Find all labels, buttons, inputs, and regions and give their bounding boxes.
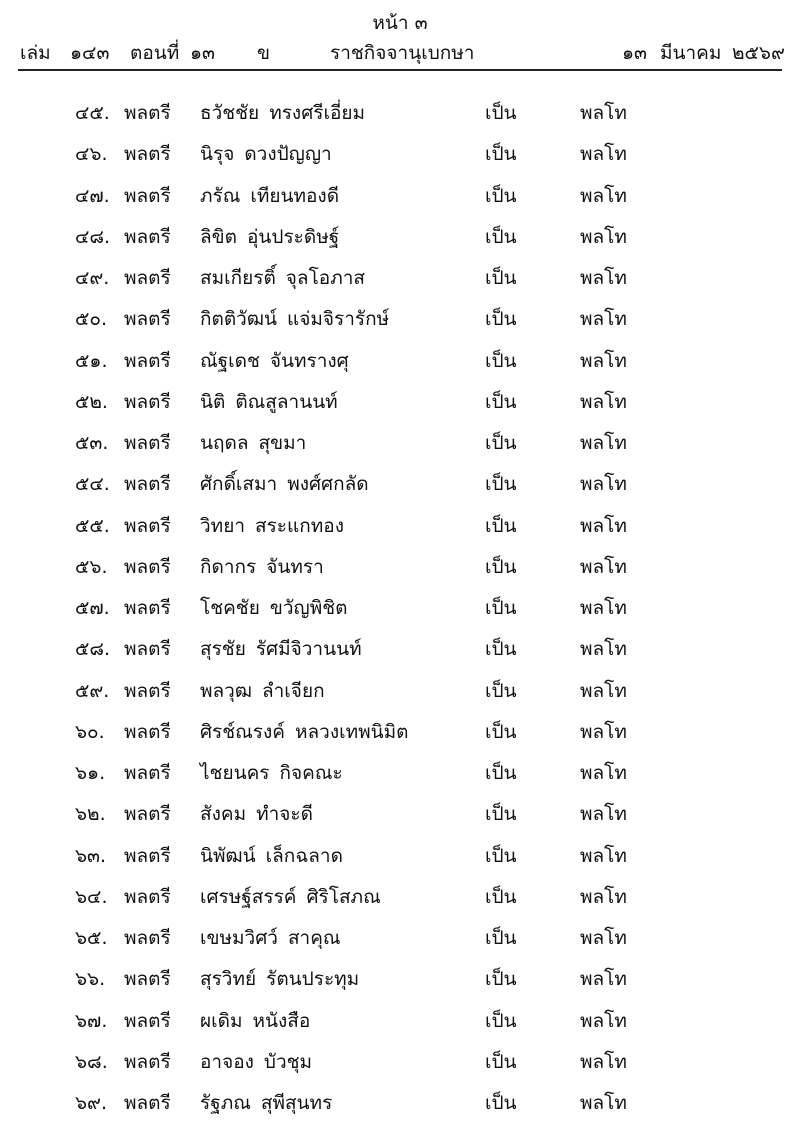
list-item [0, 509, 800, 550]
entry-first-name: เขษมวิศว์ [200, 927, 278, 949]
entry-last-name: กิจคณะ [279, 762, 343, 784]
entry-verb: เป็น [485, 762, 517, 784]
entry-first-name: รัฐภณ [200, 1092, 251, 1114]
entry-number: ๕๘. [75, 638, 111, 661]
entry-verb: เป็น [485, 349, 517, 372]
entry-new-rank: พลโท [580, 349, 627, 372]
entry-first-name: โชคชัย [200, 597, 260, 619]
entry-number: ๔๘. [75, 225, 111, 248]
entry-number: ๕๗. [75, 597, 110, 619]
list-item [0, 179, 800, 220]
entry-last-name: จันทรา [266, 555, 324, 578]
entry-new-rank: พลโท [580, 102, 627, 124]
entry-number: ๕๒. [75, 390, 108, 413]
header-divider [18, 69, 782, 71]
entry-number: ๔๙. [75, 267, 110, 289]
entry-last-name: รัศมีจิวานนท์ [255, 638, 362, 661]
entry-current-rank: พลตรี [124, 1050, 171, 1073]
entry-new-rank: พลโท [580, 762, 627, 784]
list-item [0, 839, 800, 880]
entry-number: ๕๑. [75, 349, 108, 372]
entry-verb: เป็น [485, 184, 517, 207]
entry-name [200, 923, 341, 953]
list-item [0, 261, 800, 302]
entry-name [200, 181, 339, 211]
entry-new-rank: พลโท [580, 885, 627, 908]
entry-first-name: นฤดล [200, 432, 249, 454]
entry-last-name: เล็กฉลาด [265, 844, 343, 867]
entry-last-name: ทรงศรีเอี่ยม [269, 102, 366, 124]
entry-name [200, 758, 343, 788]
entry-first-name: นิพัฒน์ [200, 844, 256, 867]
entry-number: ๕๓. [75, 432, 109, 454]
entry-first-name: วิทยา [200, 514, 245, 537]
entry-name [200, 634, 362, 664]
entry-first-name: นิติ [200, 390, 226, 413]
date-month: มีนาคม [660, 42, 722, 64]
entry-last-name: อุ่นประดิษฐ์ [246, 225, 340, 248]
entry-first-name: ผเดิม [200, 1009, 243, 1032]
entry-current-rank: พลตรี [124, 679, 171, 702]
entry-current-rank: พลตรี [124, 267, 171, 289]
entry-current-rank: พลตรี [124, 225, 171, 248]
entry-new-rank: พลโท [580, 225, 627, 248]
entry-last-name: รัตนประทุม [266, 968, 360, 991]
entry-first-name: ณัฐเดช [200, 349, 260, 372]
entry-verb: เป็น [485, 102, 517, 124]
entry-new-rank: พลโท [580, 720, 627, 743]
entry-first-name: สุรชัย [200, 638, 246, 661]
list-item [0, 385, 800, 426]
entry-new-rank: พลโท [580, 803, 627, 826]
entry-verb: เป็น [485, 968, 517, 991]
entry-verb: เป็น [485, 885, 517, 908]
entry-current-rank: พลตรี [124, 885, 171, 908]
entry-verb: เป็น [485, 720, 517, 743]
entry-first-name: สมเกียรติ์ [200, 267, 276, 289]
entry-first-name: กิตติวัฒน์ [200, 308, 278, 331]
list-item [0, 1004, 800, 1045]
entry-current-rank: พลตรี [124, 432, 171, 454]
entry-name [200, 964, 359, 994]
entry-new-rank: พลโท [580, 1092, 627, 1114]
section-letter: ข [257, 42, 270, 64]
entry-last-name: ทำจะดี [256, 803, 313, 826]
entry-first-name: พลวุฒ [200, 679, 252, 702]
entry-verb: เป็น [485, 1009, 517, 1032]
entry-name [200, 469, 369, 499]
entry-name [200, 263, 365, 293]
entry-last-name: สระแกทอง [255, 514, 344, 537]
entry-new-rank: พลโท [580, 597, 627, 619]
entry-verb: เป็น [485, 390, 517, 413]
entry-name [200, 882, 381, 912]
entry-verb: เป็น [485, 432, 517, 454]
entry-number: ๔๕. [75, 102, 110, 124]
entry-number: ๕๕. [75, 514, 110, 537]
list-item [0, 962, 800, 1003]
entry-current-rank: พลตรี [124, 349, 171, 372]
entry-verb: เป็น [485, 514, 517, 537]
entry-name [200, 346, 349, 376]
entry-first-name: ธวัชชัย [200, 102, 260, 124]
entry-number: ๖๘. [75, 1050, 108, 1073]
entry-number: ๔๖. [75, 143, 108, 166]
entry-new-rank: พลโท [580, 679, 627, 702]
entry-number: ๔๗. [75, 184, 110, 207]
entry-first-name: ภรัณ [200, 184, 241, 207]
entry-number: ๕๙. [75, 679, 110, 702]
entry-current-rank: พลตรี [124, 143, 171, 166]
entry-current-rank: พลตรี [124, 473, 171, 496]
entry-name [200, 1088, 332, 1118]
entry-new-rank: พลโท [580, 432, 627, 454]
entry-number: ๖๗. [75, 1009, 108, 1032]
entry-verb: เป็น [485, 225, 517, 248]
entry-name [200, 676, 325, 706]
page-number: หน้า ๓ [372, 12, 428, 34]
list-item [0, 137, 800, 178]
entry-first-name: กิดากร [200, 555, 257, 578]
list-item [0, 344, 800, 385]
entry-verb: เป็น [485, 473, 517, 496]
entry-first-name: สุรวิทย์ [200, 968, 257, 991]
entry-verb: เป็น [485, 679, 517, 702]
list-item [0, 467, 800, 508]
entry-number: ๕๐. [75, 308, 108, 331]
entry-name [200, 841, 343, 871]
entry-current-rank: พลตรี [124, 102, 171, 124]
entry-number: ๖๖. [75, 968, 106, 991]
entry-new-rank: พลโท [580, 555, 627, 578]
entry-last-name: ขวัญพิชิต [269, 597, 348, 619]
entry-number: ๖๙. [75, 1092, 108, 1114]
entry-last-name: ศิริโสภณ [306, 885, 381, 908]
promotion-list [0, 96, 800, 1127]
entry-verb: เป็น [485, 1092, 517, 1114]
volume-number: ๑๔๓ [70, 42, 110, 64]
entry-verb: เป็น [485, 638, 517, 661]
entry-new-rank: พลโท [580, 308, 627, 331]
entry-last-name: หนังสือ [252, 1009, 311, 1032]
entry-current-rank: พลตรี [124, 597, 171, 619]
list-item [0, 921, 800, 962]
list-item [0, 302, 800, 343]
entry-verb: เป็น [485, 308, 517, 331]
entry-first-name: ศักดิ์เสมา [200, 473, 278, 496]
entry-first-name: ไชยนคร [200, 762, 270, 784]
entry-new-rank: พลโท [580, 473, 627, 496]
entry-name [200, 98, 365, 128]
entry-last-name: สาคุณ [287, 927, 341, 949]
list-item [0, 426, 800, 467]
entry-new-rank: พลโท [580, 514, 627, 537]
entry-new-rank: พลโท [580, 143, 627, 166]
entry-number: ๖๐. [75, 720, 105, 743]
entry-new-rank: พลโท [580, 1009, 627, 1032]
list-item [0, 96, 800, 137]
entry-last-name: หลวงเทพนิมิต [294, 720, 409, 743]
entry-number: ๕๔. [75, 473, 110, 496]
entry-first-name: นิรุจ [200, 143, 235, 166]
entry-current-rank: พลตรี [124, 720, 171, 743]
entry-name [200, 1047, 312, 1077]
section-number: ๑๓ [190, 42, 216, 64]
entry-name [200, 1006, 310, 1036]
entry-current-rank: พลตรี [124, 968, 171, 991]
list-item [0, 591, 800, 632]
entry-name [200, 387, 338, 417]
entry-verb: เป็น [485, 555, 517, 578]
entry-current-rank: พลตรี [124, 844, 171, 867]
list-item [0, 674, 800, 715]
entry-verb: เป็น [485, 597, 517, 619]
entry-name [200, 593, 347, 623]
list-item [0, 880, 800, 921]
entry-number: ๖๔. [75, 885, 108, 908]
entry-last-name: สุพีสุนทร [260, 1092, 333, 1114]
entry-current-rank: พลตรี [124, 638, 171, 661]
entry-current-rank: พลตรี [124, 1092, 171, 1114]
list-item [0, 220, 800, 261]
entry-new-rank: พลโท [580, 968, 627, 991]
entry-name [200, 304, 389, 334]
entry-last-name: ลำเจียก [262, 679, 325, 702]
section-label: ตอนที่ [130, 42, 180, 64]
entry-verb: เป็น [485, 1050, 517, 1073]
entry-number: ๕๖. [75, 555, 108, 578]
entry-current-rank: พลตรี [124, 803, 171, 826]
entry-current-rank: พลตรี [124, 762, 171, 784]
list-item [0, 756, 800, 797]
entry-last-name: จุลโอภาส [285, 267, 365, 289]
entry-last-name: พงศ์ศกลัด [287, 473, 369, 496]
entry-current-rank: พลตรี [124, 184, 171, 207]
entry-name [200, 139, 332, 169]
entry-current-rank: พลตรี [124, 308, 171, 331]
entry-name [200, 222, 339, 252]
entry-verb: เป็น [485, 844, 517, 867]
list-item [0, 1045, 800, 1086]
volume-label: เล่ม [20, 42, 51, 64]
entry-current-rank: พลตรี [124, 555, 171, 578]
entry-new-rank: พลโท [580, 844, 627, 867]
entry-current-rank: พลตรี [124, 927, 171, 949]
list-item [0, 797, 800, 838]
list-item [0, 632, 800, 673]
entry-new-rank: พลโท [580, 390, 627, 413]
document-header [20, 38, 785, 66]
entry-name [200, 552, 324, 582]
list-item [0, 550, 800, 591]
entry-current-rank: พลตรี [124, 1009, 171, 1032]
entry-last-name: เทียนทองดี [250, 184, 340, 207]
entry-number: ๖๓. [75, 844, 107, 867]
entry-new-rank: พลโท [580, 267, 627, 289]
entry-last-name: ติณสูลานนท์ [235, 390, 338, 413]
entry-name [200, 799, 313, 829]
entry-last-name: จันทรางศุ [269, 349, 349, 372]
entry-first-name: อาจอง [200, 1050, 254, 1073]
entry-last-name: ดวงปัญญา [244, 143, 332, 166]
entry-name [200, 511, 344, 541]
entry-current-rank: พลตรี [124, 390, 171, 413]
publication-title: ราชกิจจานุเบกษา [330, 42, 475, 64]
entry-verb: เป็น [485, 143, 517, 166]
entry-last-name: สุขมา [258, 432, 307, 454]
entry-new-rank: พลโท [580, 1050, 627, 1073]
entry-current-rank: พลตรี [124, 514, 171, 537]
entry-name [200, 717, 409, 747]
entry-name [200, 428, 306, 458]
entry-new-rank: พลโท [580, 184, 627, 207]
entry-verb: เป็น [485, 267, 517, 289]
date-day: ๑๓ [622, 42, 648, 64]
entry-first-name: สังคม [200, 803, 247, 826]
entry-last-name: บัวชุม [263, 1050, 313, 1073]
entry-first-name: ศิรช์ณรงค์ [200, 720, 285, 743]
entry-number: ๖๒. [75, 803, 106, 826]
entry-first-name: ลิขิต [200, 225, 237, 248]
list-item [0, 1086, 800, 1127]
entry-first-name: เศรษฐ์สรรค์ [200, 885, 297, 908]
entry-verb: เป็น [485, 927, 517, 949]
date-year: ๒๕๖๙ [732, 42, 785, 64]
entry-verb: เป็น [485, 803, 517, 826]
entry-new-rank: พลโท [580, 927, 627, 949]
entry-number: ๖๕. [75, 927, 108, 949]
entry-number: ๖๑. [75, 762, 106, 784]
entry-new-rank: พลโท [580, 638, 627, 661]
entry-last-name: แจ่มจิรารักษ์ [287, 308, 390, 331]
list-item [0, 715, 800, 756]
